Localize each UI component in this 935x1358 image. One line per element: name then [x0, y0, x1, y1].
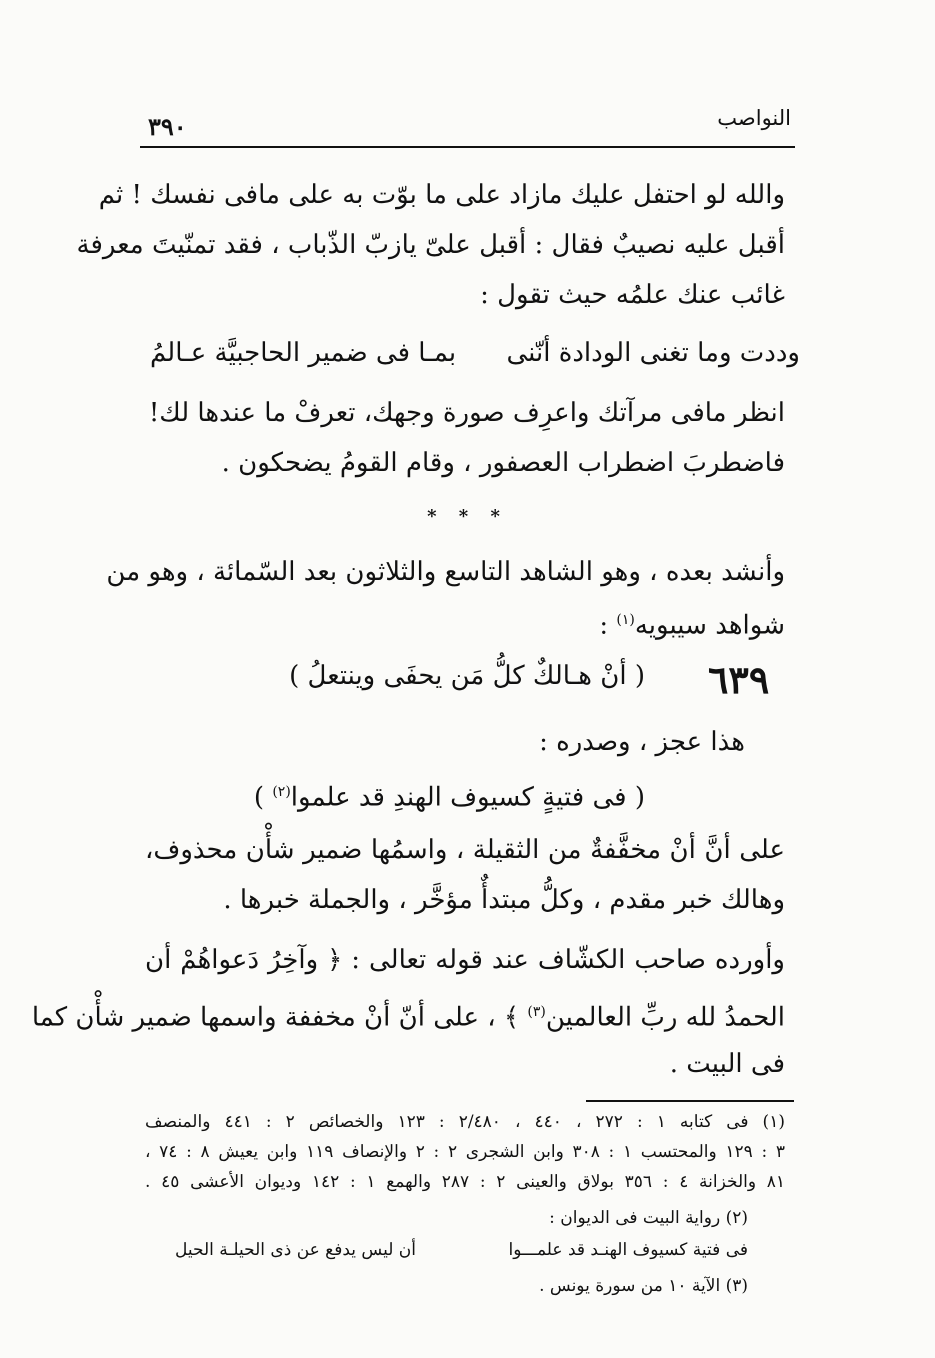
footnote-1-line-1: (١) فى كتابه ١ : ٢٧٢ ، ٤٤٠ ، ٢/٤٨٠ : ١٢٣ والخصائص ٢ : ٤٤١ والمنصف	[145, 1112, 785, 1132]
running-title: النواصب	[717, 106, 791, 130]
paragraph-5-line-2: وهالك خبر مقدم ، وكلُّ مبتدأٌ مؤخَّر ، والجملة خبرها .	[223, 885, 785, 915]
footnote-ref-2: (٢)	[272, 784, 291, 800]
footnote-2-title: (٢) رواية البيت فى الديوان :	[549, 1208, 748, 1228]
footnote-ref-1: (١)	[616, 612, 635, 628]
verse-1-second-hemistich: بمـا فى ضمير الحاجبيَّة عـالمُ	[150, 338, 457, 368]
colon: :	[599, 610, 609, 641]
paragraph-2-line-1: انظر مافى مرآتك واعرِف صورة وجهك، تعرفْ ما عندها لك!	[148, 398, 785, 428]
footnote-ref-3: (٣)	[527, 1004, 546, 1020]
verse-1-first-hemistich: وددت وما تغنى الودادة أنّنى	[506, 338, 800, 368]
footnote-2-verse-second: أن ليس يدفع عن ذى الحيلـة الحيل	[175, 1240, 417, 1260]
paragraph-5-line-1: على أنَّ أنْ مخفَّفةٌ من الثقيلة ، واسمُها ضمير شأْن محذوف،	[145, 835, 785, 865]
paragraph-6-line-3: فى البيت .	[669, 1049, 785, 1079]
paragraph-6-line-1: وأورده صاحب الكشّاف عند قوله تعالى : ﴿ وآخِرُ دَعواهُمْ أن	[145, 945, 785, 975]
paragraph-1-line-3: غائب عنك علمُه حيث تقول :	[480, 280, 785, 310]
quran-phrase: الحمدُ لله ربِّ العالمين	[545, 1002, 785, 1033]
paragraph-3-line-2	[145, 600, 785, 646]
witness-verse: ( أنْ هـالكٌ كلُّ مَن يحفَى وينتعلُ )	[289, 661, 645, 691]
witness-source-text: شواهد سيبويه	[634, 610, 785, 641]
footnote-2-verse-first: فى فتية كسيوف الهنـد قد علمـــوا	[508, 1240, 748, 1260]
verse-2-text: ( فى فتيةٍ كسيوف الهندِ قد علموا	[290, 782, 645, 813]
footnote-divider	[586, 1100, 794, 1102]
footnote-3: (٣) الآية ١٠ من سورة يونس .	[539, 1276, 748, 1296]
footnote-1-line-3: ٨١ والخزانة ٤ : ٣٥٦ بولاق والعينى ٢ : ٢٨٧ والهمع ١ : ١٤٢ وديوان الأعشى ٤٥ .	[145, 1172, 786, 1192]
paragraph-4: هذا عجز ، وصدره :	[539, 727, 745, 757]
paragraph-6-line-2-rest: ﴾ ، على أنّ أنْ مخففة واسمها ضمير شأْن كما	[31, 1002, 520, 1033]
footnote-1-line-2: ٣ : ١٢٩ والمحتسب ١ : ٣٠٨ وابن الشجرى ٢ : ٢ والإنصاف ١١٩ وابن يعيش ٨ : ٧٤ ،	[145, 1142, 786, 1162]
verse-2-close: )	[253, 782, 265, 813]
paragraph-1-line-1: والله لو احتفل عليك مازاد على ما بوّت به على مافى نفسك ! ثم	[98, 180, 785, 210]
page-header	[140, 100, 795, 148]
paragraph-1-line-2: أقبل عليه نصيبٌ فقال : أقبل علىّ يازبّ الذّباب ، فقد تمنّيتَ معرفة	[76, 230, 785, 260]
section-separator: * * *	[427, 506, 508, 527]
page-number: ٣٩٠	[148, 112, 187, 141]
witness-number: ٦٣٩	[708, 657, 770, 702]
verse-2	[254, 772, 645, 818]
paragraph-2-line-2: فاضطربَ اضطراب العصفور ، وقام القومُ يضحكون .	[221, 448, 785, 478]
paragraph-6-line-2	[31, 992, 785, 1038]
paragraph-3-line-1: وأنشد بعده ، وهو الشاهد التاسع والثلاثون بعد السّمائة ، وهو من	[106, 557, 785, 587]
